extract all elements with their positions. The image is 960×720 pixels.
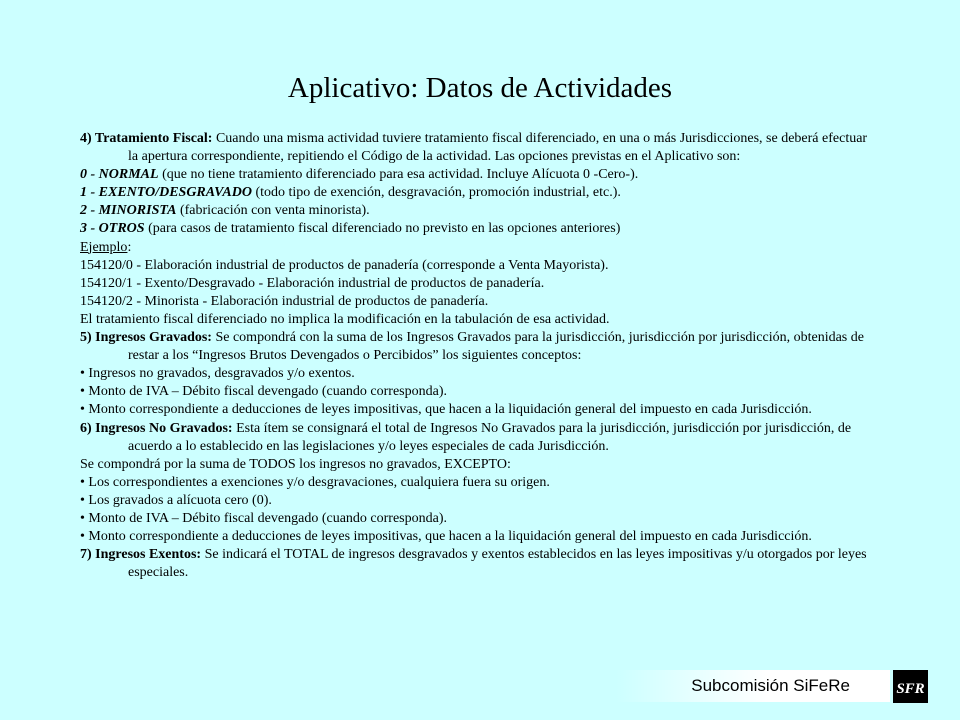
- section-6-intro: Se compondrá por la suma de TODOS los ingresos no gravados, EXCEPTO:: [80, 456, 511, 472]
- section-6-text: Esta ítem se consignará el total de Ingresos No Gravados para la jurisdicción, jurisdicción por jurisdicción, de acuerdo a lo establecido en las legislaciones y/o leyes especiales de cada Jurisdicción.: [128, 420, 852, 454]
- option-0-label: 0 - NORMAL: [80, 167, 159, 183]
- footer-banner: [616, 670, 890, 702]
- option-3: [80, 220, 870, 238]
- document-body: [80, 130, 870, 582]
- option-1-label: 1 - EXENTO/DESGRAVADO: [80, 185, 252, 201]
- list-item: • Ingresos no gravados, desgravados y/o exentos.: [80, 366, 355, 382]
- sfr-logo-graphic: [893, 670, 928, 703]
- section-5-label: 5) Ingresos Gravados:: [80, 330, 212, 346]
- note: El tratamiento fiscal diferenciado no implica la modificación en la tabulación de esa actividad.: [80, 311, 610, 327]
- section-5: [80, 329, 870, 365]
- list-item: • Los gravados a alícuota cero (0).: [80, 492, 272, 508]
- section-7-text: Se indicará el TOTAL de ingresos desgravados y exentos establecidos en las leyes impositivas y/u otorgados por leyes especiales.: [128, 547, 867, 581]
- example-3: 154120/2 - Minorista - Elaboración industrial de productos de panadería.: [80, 293, 489, 309]
- list-item: • Monto correspondiente a deducciones de leyes impositivas, que hacen a la liquidación general del impuesto en cada Jurisdicción.: [80, 529, 812, 545]
- option-2: [80, 202, 870, 220]
- sfr-logo-text: SFR: [896, 681, 925, 697]
- section-7-label: 7) Ingresos Exentos:: [80, 547, 202, 563]
- option-2-label: 2 - MINORISTA: [80, 203, 177, 219]
- list-item: • Los correspondientes a exenciones y/o desgravaciones, cualquiera fuera su origen.: [80, 474, 550, 490]
- section-5-text: Se compondrá con la suma de los Ingresos Gravados para la jurisdicción, jurisdicción por jurisdicción, obtenidas de restar a los “Ingresos Brutos Devengados o Percibidos” los siguientes conceptos:: [128, 330, 864, 364]
- section-6-label: 6) Ingresos No Gravados:: [80, 420, 233, 436]
- example-colon: :: [127, 239, 132, 255]
- option-3-label: 3 - OTROS: [80, 221, 145, 237]
- section-4-text: Cuando una misma actividad tuviere tratamiento fiscal diferenciado, en una o más Jurisdicciones, se deberá efectuar la apertura correspondiente, repitiendo el Código de la actividad. Las opciones previstas en el Aplicativo son:: [128, 131, 868, 165]
- option-2-text: (fabricación con venta minorista).: [176, 203, 370, 219]
- list-item: • Monto de IVA – Débito fiscal devengado (cuando corresponda).: [80, 510, 447, 526]
- example-heading: [80, 239, 870, 257]
- example-1: 154120/0 - Elaboración industrial de productos de panadería (corresponde a Venta Mayorista).: [80, 257, 609, 273]
- option-0: [80, 166, 870, 184]
- option-3-text: (para casos de tratamiento fiscal diferenciado no previsto en las opciones anteriores): [144, 221, 621, 237]
- list-item: • Monto correspondiente a deducciones de leyes impositivas, que hacen a la liquidación general del impuesto en cada Jurisdicción.: [80, 402, 812, 418]
- section-7: [80, 546, 870, 582]
- page-title: Aplicativo: Datos de Actividades: [287, 72, 673, 104]
- list-item: • Monto de IVA – Débito fiscal devengado (cuando corresponda).: [80, 384, 447, 400]
- option-1: [80, 184, 870, 202]
- footer-label: Subcomisión SiFeRe: [691, 676, 850, 695]
- section-4: [80, 130, 870, 166]
- section-4-label: 4) Tratamiento Fiscal:: [80, 131, 213, 146]
- option-1-text: (todo tipo de exención, desgravación, promoción industrial, etc.).: [251, 185, 621, 201]
- option-0-text: (que no tiene tratamiento diferenciado para esa actividad. Incluye Alícuota 0 -Cero-).: [158, 167, 639, 183]
- sfr-logo-icon: [893, 670, 928, 703]
- section-6: [80, 420, 870, 456]
- example-label: Ejemplo: [80, 239, 128, 255]
- example-2: 154120/1 - Exento/Desgravado - Elaboración industrial de productos de panadería.: [80, 275, 545, 291]
